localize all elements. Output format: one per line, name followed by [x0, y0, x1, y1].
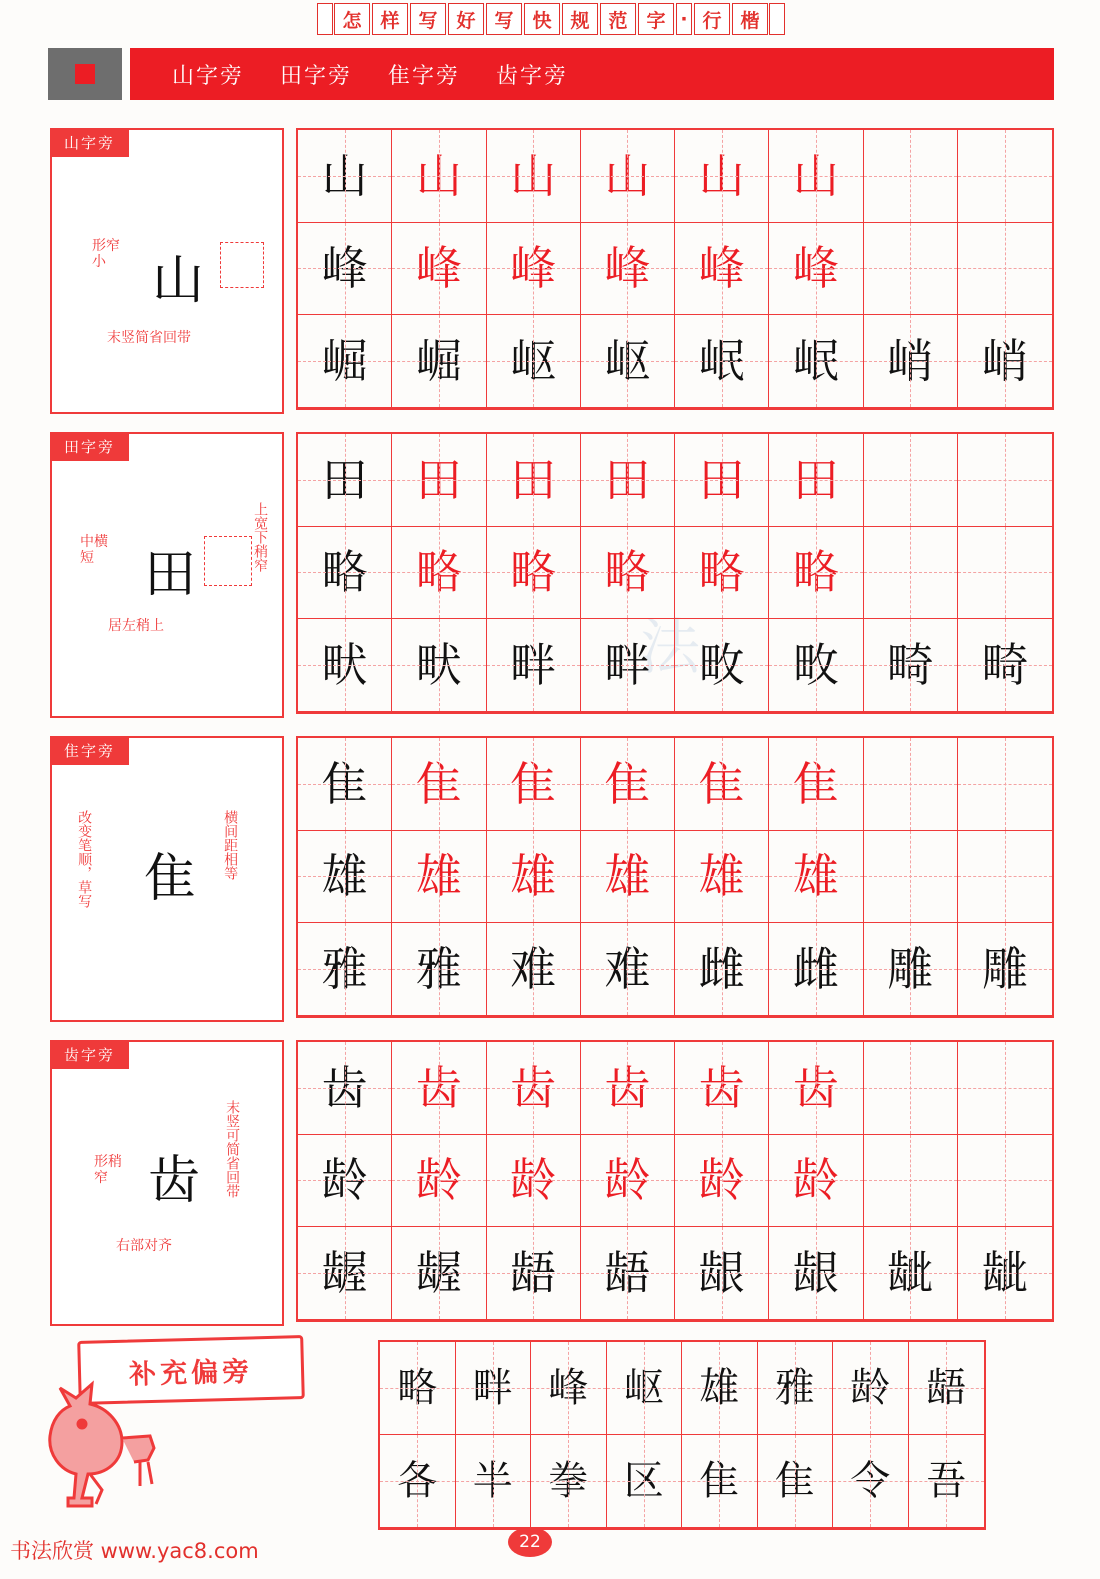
grid-cell: 龌 [298, 1227, 392, 1320]
grid-cell: 隹 [682, 1435, 758, 1528]
section-4-note-2: 末竖可简省回带 [224, 1100, 241, 1198]
grid-cell: 齿 [675, 1042, 769, 1135]
grid-cell: 略 [380, 1342, 456, 1435]
section-4-note-1: 形稍窄 [94, 1154, 122, 1187]
grid-cell: 峰 [675, 223, 769, 316]
grid-cell [958, 223, 1052, 316]
grid-cell: 略 [675, 527, 769, 620]
grid-cell [864, 223, 958, 316]
grid-cell: 田 [487, 434, 581, 527]
grid-cell: 隹 [392, 738, 486, 831]
grid-cell: 畔 [487, 619, 581, 712]
grid-cell: 龉 [581, 1227, 675, 1320]
grid-cell: 雄 [298, 831, 392, 924]
grid-cell: 龈 [675, 1227, 769, 1320]
grid-cell: 畋 [769, 619, 863, 712]
grid-cell: 隹 [675, 738, 769, 831]
grid-cell: 岖 [607, 1342, 683, 1435]
grid-cell: 畔 [581, 619, 675, 712]
section-2-tag: 田字旁 [50, 432, 129, 461]
grid-cell: 吾 [909, 1435, 985, 1528]
grid-cell: 峰 [298, 223, 392, 316]
grid-cell: 齿 [487, 1042, 581, 1135]
grid-cell: 龄 [581, 1135, 675, 1228]
grid-cell: 令 [833, 1435, 909, 1528]
grid-cell [864, 831, 958, 924]
banner-char: 规 [562, 3, 598, 35]
grid-cell: 岖 [487, 315, 581, 408]
grid-cell [958, 434, 1052, 527]
grid-cell: 峰 [531, 1342, 607, 1435]
bonus-radical-banner: 补充偏旁 [77, 1335, 305, 1405]
grid-cell: 峭 [958, 315, 1052, 408]
grid-cell [864, 738, 958, 831]
grid-cell: 畋 [675, 619, 769, 712]
grid-cell: 畸 [864, 619, 958, 712]
grid-cell: 畸 [958, 619, 1052, 712]
grid-cell: 岖 [581, 315, 675, 408]
header-title: 田字旁 [280, 63, 353, 89]
grid-cell: 隹 [769, 738, 863, 831]
grid-cell: 雄 [581, 831, 675, 924]
grid-cell: 峰 [581, 223, 675, 316]
banner-char: 好 [448, 3, 484, 35]
grid-cell: 略 [581, 527, 675, 620]
grid-cell: 崛 [298, 315, 392, 408]
section-3-tag: 隹字旁 [50, 736, 129, 765]
section-3-note-2: 横间距相等 [222, 810, 239, 880]
grid-cell: 雄 [769, 831, 863, 924]
section-1-note-2: 末竖简省回带 [107, 330, 191, 346]
section-4-tag: 齿字旁 [50, 1040, 129, 1069]
grid-cell: 龄 [675, 1135, 769, 1228]
section-4-info-box [50, 1040, 284, 1326]
grid-cell: 雕 [864, 923, 958, 1016]
grid-cell: 龈 [769, 1227, 863, 1320]
grid-cell: 峰 [487, 223, 581, 316]
section-4-practice-grid [296, 1040, 1054, 1322]
page-number: 22 [508, 1527, 552, 1557]
grid-cell [958, 527, 1052, 620]
grid-cell [958, 1042, 1052, 1135]
section-2-practice-grid [296, 432, 1054, 714]
grid-cell: 畔 [456, 1342, 532, 1435]
grid-cell: 龌 [392, 1227, 486, 1320]
grid-cell: 略 [298, 527, 392, 620]
banner-char: 楷 [732, 3, 768, 35]
section-2-dashed-box [204, 536, 252, 586]
grid-cell [958, 738, 1052, 831]
header-title: 山字旁 [172, 63, 245, 89]
grid-cell: 半 [456, 1435, 532, 1528]
horse-mascot-icon [30, 1378, 180, 1528]
grid-cell: 田 [581, 434, 675, 527]
section-3-practice-grid [296, 736, 1054, 1018]
grid-cell: 山 [298, 130, 392, 223]
section-4-radical-char: 齿 [148, 1151, 201, 1211]
grid-cell: 雄 [675, 831, 769, 924]
grid-cell: 雅 [758, 1342, 834, 1435]
grid-cell: 雅 [392, 923, 486, 1016]
grid-cell: 各 [380, 1435, 456, 1528]
section-2-info-box [50, 432, 284, 718]
grid-cell: 岷 [769, 315, 863, 408]
header-title-list [172, 59, 568, 90]
grid-cell: 畎 [298, 619, 392, 712]
grid-cell: 田 [769, 434, 863, 527]
header-bar [130, 48, 1054, 100]
grid-cell: 龄 [392, 1135, 486, 1228]
section-2-note-3: 居左稍上 [108, 618, 164, 634]
grid-cell: 田 [675, 434, 769, 527]
grid-cell: 龄 [487, 1135, 581, 1228]
grid-cell: 山 [392, 130, 486, 223]
grid-cell [958, 1135, 1052, 1228]
grid-cell [958, 130, 1052, 223]
section-1-note-1: 形窄小 [92, 238, 120, 271]
grid-cell: 雕 [958, 923, 1052, 1016]
grid-cell: 拳 [531, 1435, 607, 1528]
grid-cell: 雄 [682, 1342, 758, 1435]
grid-cell [864, 434, 958, 527]
banner-char: 行 [694, 3, 730, 35]
header-marker [48, 48, 122, 100]
grid-cell: 崛 [392, 315, 486, 408]
grid-cell: 山 [487, 130, 581, 223]
section-1-tag: 山字旁 [50, 128, 129, 157]
header-title: 齿字旁 [496, 63, 569, 89]
grid-cell: 略 [392, 527, 486, 620]
grid-cell: 隹 [298, 738, 392, 831]
grid-cell: 雅 [298, 923, 392, 1016]
grid-cell: 齿 [298, 1042, 392, 1135]
grid-cell: 峰 [769, 223, 863, 316]
grid-cell [864, 527, 958, 620]
grid-cell: 龇 [864, 1227, 958, 1320]
banner-edge-left [317, 3, 333, 35]
grid-cell: 难 [581, 923, 675, 1016]
section-3-note-1: 改变笔顺，草写 [76, 810, 93, 908]
grid-cell: 雄 [487, 831, 581, 924]
banner-separator: · [676, 3, 692, 35]
header-marker-square [75, 64, 95, 84]
banner-char: 快 [524, 3, 560, 35]
grid-cell: 龉 [487, 1227, 581, 1320]
grid-cell: 龄 [298, 1135, 392, 1228]
site-watermark: 书法欣赏 www.yac8.com [10, 1539, 259, 1563]
section-1-info-box [50, 128, 284, 414]
grid-cell: 区 [607, 1435, 683, 1528]
grid-cell: 龄 [769, 1135, 863, 1228]
grid-cell: 隹 [581, 738, 675, 831]
section-1-radical-char: 山 [152, 251, 205, 311]
section-2-note-2: 上宽下稍窄 [252, 502, 269, 572]
grid-cell: 龉 [909, 1342, 985, 1435]
grid-cell: 雌 [769, 923, 863, 1016]
grid-cell: 齿 [581, 1042, 675, 1135]
bonus-radical-grid [378, 1340, 986, 1530]
grid-cell: 难 [487, 923, 581, 1016]
banner-char: 写 [410, 3, 446, 35]
grid-cell: 隹 [758, 1435, 834, 1528]
section-2-radical-char: 田 [144, 545, 197, 605]
grid-cell: 山 [675, 130, 769, 223]
grid-cell: 隹 [487, 738, 581, 831]
header-title: 隹字旁 [388, 63, 461, 89]
banner-char: 样 [372, 3, 408, 35]
grid-cell: 山 [769, 130, 863, 223]
grid-cell [958, 831, 1052, 924]
grid-cell: 田 [298, 434, 392, 527]
grid-cell [864, 130, 958, 223]
grid-cell: 峭 [864, 315, 958, 408]
grid-cell: 峰 [392, 223, 486, 316]
grid-cell: 畎 [392, 619, 486, 712]
grid-cell: 田 [392, 434, 486, 527]
watermark: 法 [640, 613, 700, 683]
section-1-practice-grid [296, 128, 1054, 410]
grid-cell [864, 1042, 958, 1135]
top-title-banner [276, 2, 826, 36]
grid-cell: 齿 [769, 1042, 863, 1135]
grid-cell: 山 [581, 130, 675, 223]
section-1-dashed-box [220, 242, 264, 288]
section-3-radical-char: 隹 [144, 849, 197, 909]
grid-cell: 龇 [958, 1227, 1052, 1320]
grid-cell: 略 [487, 527, 581, 620]
banner-char: 范 [600, 3, 636, 35]
section-4-note-3: 右部对齐 [116, 1238, 172, 1254]
grid-cell: 雄 [392, 831, 486, 924]
grid-cell: 岷 [675, 315, 769, 408]
grid-cell: 雌 [675, 923, 769, 1016]
grid-cell: 龄 [833, 1342, 909, 1435]
banner-char: 怎 [334, 3, 370, 35]
grid-cell: 略 [769, 527, 863, 620]
section-2-note-1: 中横短 [80, 534, 108, 567]
grid-cell [864, 1135, 958, 1228]
banner-edge-right [769, 3, 785, 35]
banner-char: 字 [638, 3, 674, 35]
banner-char: 写 [486, 3, 522, 35]
grid-cell: 齿 [392, 1042, 486, 1135]
section-3-info-box [50, 736, 284, 1022]
